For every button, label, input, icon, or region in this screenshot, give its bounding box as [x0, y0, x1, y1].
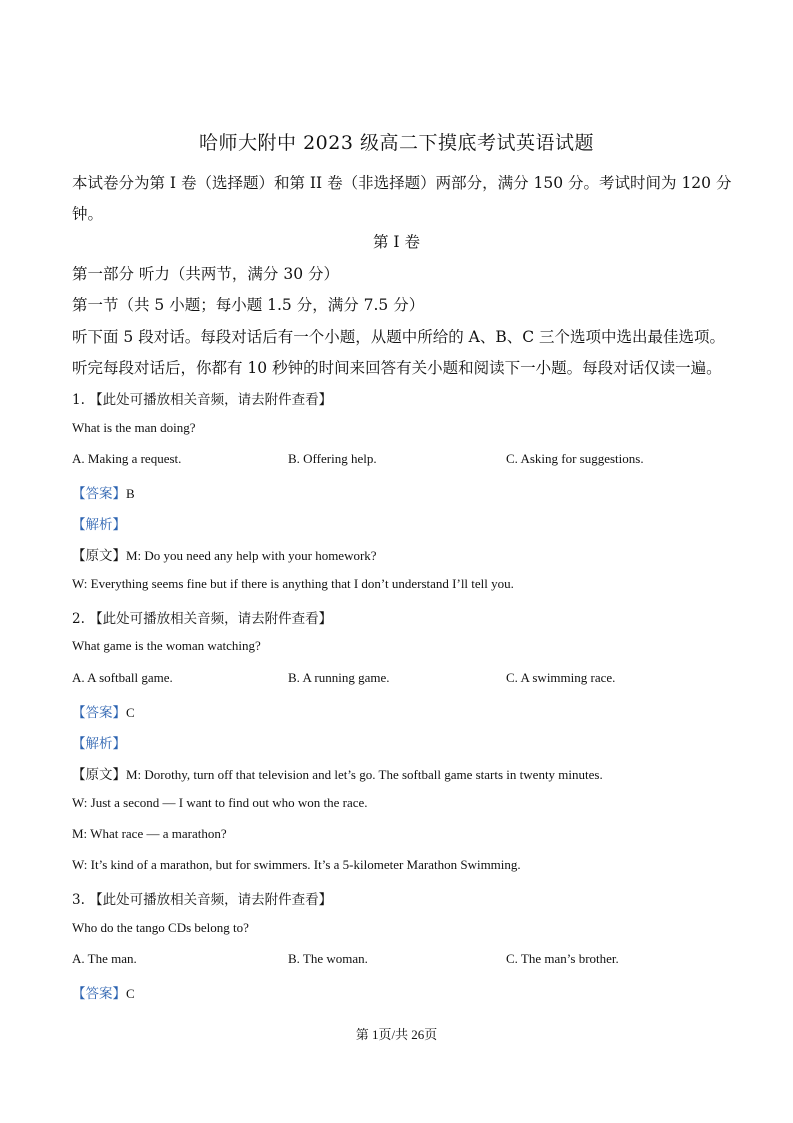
question-2-text: What game is the woman watching? — [72, 638, 261, 653]
transcript-line: M: Do you need any help with your homework? — [126, 548, 377, 563]
question-2-heading: 2. 【此处可播放相关音频，请去附件查看】 — [72, 611, 333, 627]
question-3-heading: 3. 【此处可播放相关音频，请去附件查看】 — [72, 892, 333, 908]
question-1-option-a: A. Making a request. — [72, 451, 182, 466]
question-3-text: Who do the tango CDs belong to? — [72, 920, 249, 935]
transcript-label: 【原文】 — [72, 548, 126, 564]
question-2-answer — [72, 701, 135, 721]
question-2-option-a: A. A softball game. — [72, 670, 173, 685]
answer-value: C — [126, 705, 135, 720]
transcript-line: W: Just a second — I want to find out who won the race. — [72, 795, 368, 810]
page-title: 哈师大附中 2023 级高二下摸底考试英语试题 — [199, 132, 594, 154]
section-heading: 第一节（共 5 小题；每小题 1.5 分，满分 7.5 分） — [72, 296, 425, 314]
instruction-line: 听下面 5 段对话。每段对话后有一个小题，从题中所给的 A、B、C 三个选项中选出最佳选项。 — [72, 328, 726, 346]
instruction-line: 听完每段对话后，你都有 10 秒钟的时间来回答有关小题和阅读下一小题。每段对话仅读一遍。 — [72, 359, 722, 377]
answer-value: B — [126, 486, 135, 501]
question-1-text: What is the man doing? — [72, 420, 196, 435]
part-heading: 第一部分 听力（共两节，满分 30 分） — [72, 265, 340, 283]
question-2-option-c: C. A swimming race. — [506, 670, 616, 685]
answer-label: 【答案】 — [72, 986, 126, 1002]
question-1-transcript — [72, 544, 377, 564]
analysis-label: 【解析】 — [72, 517, 126, 533]
question-3-option-c: C. The man’s brother. — [506, 951, 619, 966]
question-1-heading: 1. 【此处可播放相关音频，请去附件查看】 — [72, 392, 333, 408]
answer-label: 【答案】 — [72, 705, 126, 721]
question-1-option-c: C. Asking for suggestions. — [506, 451, 644, 466]
answer-label: 【答案】 — [72, 486, 126, 502]
transcript-line: W: It’s kind of a marathon, but for swimmers. It’s a 5-kilometer Marathon Swimming. — [72, 857, 521, 872]
question-2-transcript — [72, 763, 603, 783]
answer-value: C — [126, 986, 135, 1001]
transcript-line: W: Everything seems fine but if there is anything that I don’t understand I’ll tell you. — [72, 576, 514, 591]
transcript-line: M: What race — a marathon? — [72, 826, 227, 841]
intro-paragraph: 本试卷分为第 I 卷（选择题）和第 II 卷（非选择题）两部分，满分 150 分。考试时间为 120 分钟。 — [72, 174, 732, 223]
question-3-option-b: B. The woman. — [288, 951, 368, 966]
question-3-option-a: A. The man. — [72, 951, 137, 966]
transcript-line: M: Dorothy, turn off that television and let’s go. The softball game starts in twenty minutes. — [126, 767, 603, 782]
question-1-option-b: B. Offering help. — [288, 451, 377, 466]
question-2-option-b: B. A running game. — [288, 670, 390, 685]
analysis-label: 【解析】 — [72, 736, 126, 752]
question-3-answer — [72, 982, 135, 1002]
transcript-label: 【原文】 — [72, 767, 126, 783]
volume-heading: 第 I 卷 — [373, 233, 420, 251]
question-1-answer — [72, 482, 135, 502]
page-footer: 第 1页/共 26页 — [355, 1027, 438, 1042]
